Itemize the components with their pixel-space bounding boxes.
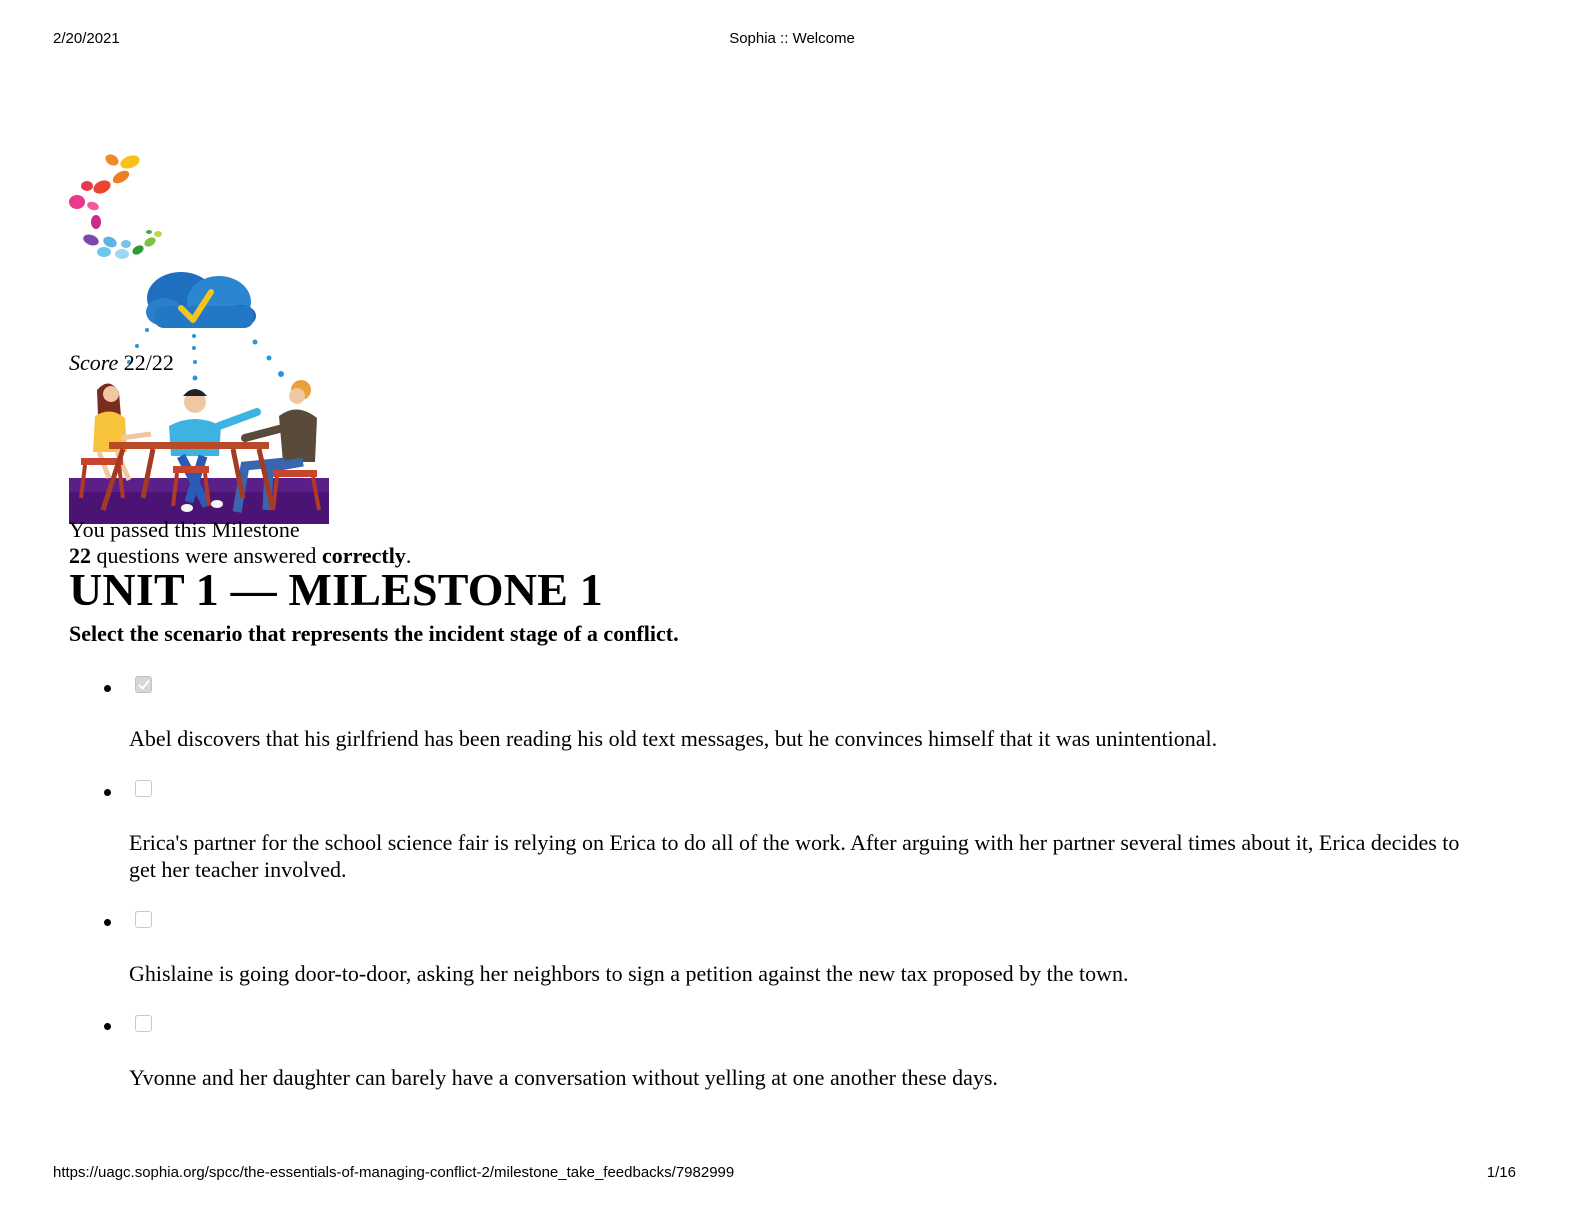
answer-checkbox[interactable] <box>135 676 152 693</box>
page-url[interactable]: https://uagc.sophia.org/spcc/the-essentials-of-managing-conflict-2/milestone_take_feedbacks/7982999 <box>53 1164 735 1181</box>
unit-title: UNIT 1 — MILESTONE 1 <box>69 564 603 615</box>
answer-text: Ghislaine is going door-to-door, asking her neighbors to sign a petition against the new tax proposed by the town. <box>129 961 1129 986</box>
list-bullet <box>104 789 111 796</box>
print-header <box>0 30 1584 50</box>
list-bullet <box>104 919 111 926</box>
answer-checkbox[interactable] <box>135 780 152 797</box>
list-bullet <box>104 685 111 692</box>
cloud-checkmark-icon <box>146 272 256 328</box>
answer-text: Yvonne and her daughter can barely have a conversation without yelling at one another these days. <box>129 1065 998 1090</box>
score-value: 22/22 <box>123 350 174 375</box>
score-label: Score <box>69 350 119 375</box>
correct-word: correctly <box>321 543 406 568</box>
answer-checkbox[interactable] <box>135 911 152 928</box>
score-display <box>69 350 174 376</box>
answer-checkbox[interactable] <box>135 1015 152 1032</box>
list-bullet <box>104 1023 111 1030</box>
print-page-title: Sophia :: Welcome <box>729 30 855 47</box>
correct-text-post: . <box>405 543 412 568</box>
milestone-people-table-illustration <box>69 266 329 524</box>
answer-text: Abel discovers that his girlfriend has been reading his old text messages, but he convinces himself that it was unintentional. <box>129 726 1218 751</box>
correct-count: 22 <box>69 543 91 568</box>
print-date: 2/20/2021 <box>53 30 120 47</box>
print-footer <box>0 1164 1584 1184</box>
question-prompt: Select the scenario that represents the incident stage of a conflict. <box>69 621 679 646</box>
correct-text-pre: questions were answered <box>91 543 322 568</box>
page-number: 1/16 <box>1486 1164 1516 1181</box>
sophia-leaf-logo-icon <box>66 150 166 265</box>
answer-text: Erica's partner for the school science fair is relying on Erica to do all of the work. After arguing with her partner several times about it, Erica decides to get her teacher involved. <box>129 830 1460 882</box>
passed-message: You passed this Milestone <box>69 517 300 542</box>
